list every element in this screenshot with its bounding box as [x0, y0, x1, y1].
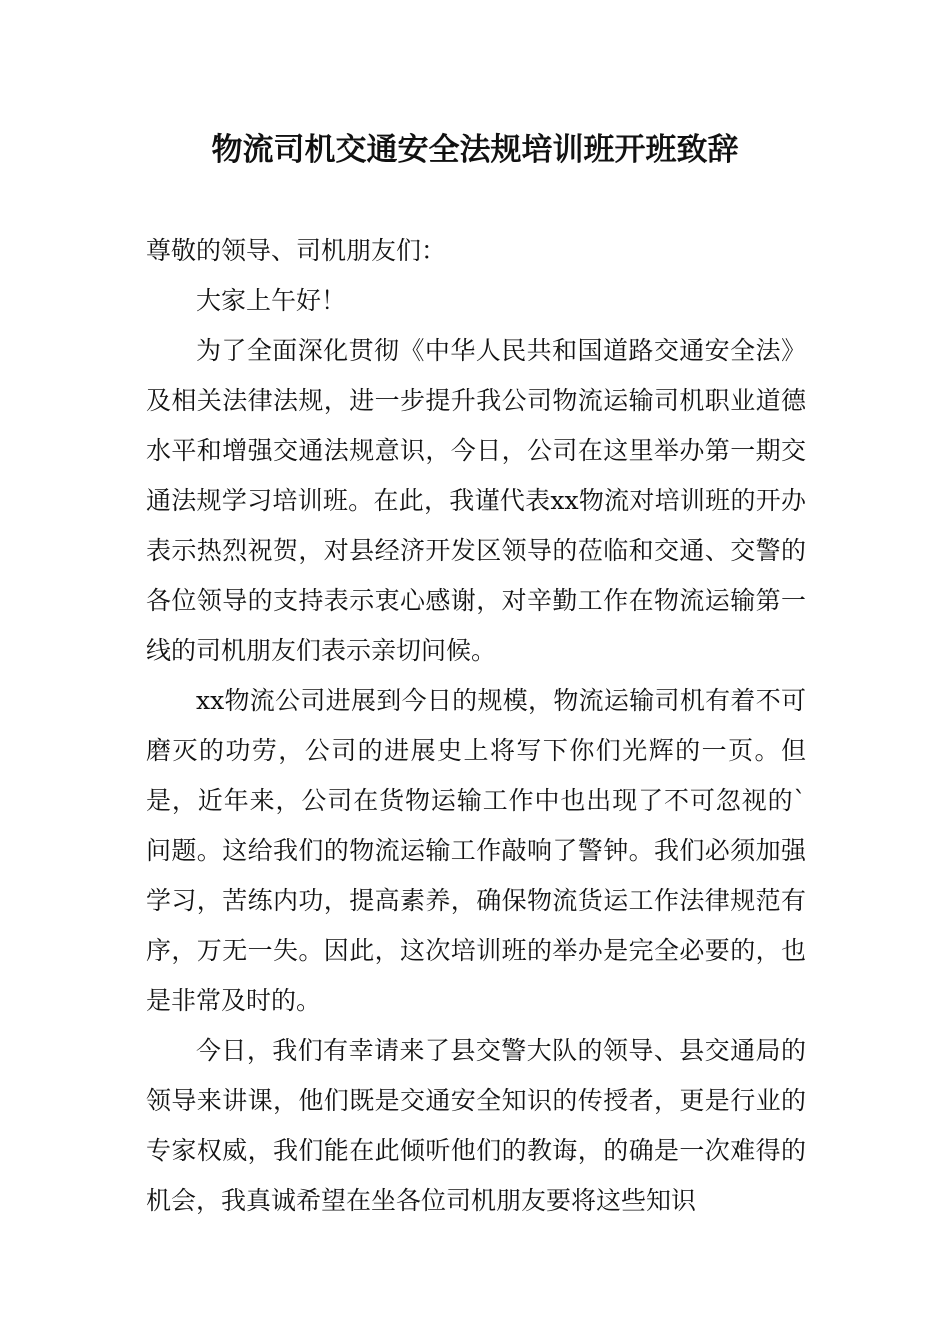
paragraph-1: 为了全面深化贯彻《中华人民共和国道路交通安全法》及相关法律法规，进一步提升我公司物流运输司机职业道德水平和增强交通法规意识，今日，公司在这里举办第一期交通法规学习培训班。在此，我谨代表xx物流对培训班的开办表示热烈祝贺，对县经济开发区领导的莅临和交通、交警的各位领导的支持表示衷心感谢，对辛勤工作在物流运输第一线的司机朋友们表示亲切问候。 [146, 336, 806, 665]
paragraph-2: xx物流公司进展到今日的规模，物流运输司机有着不可磨灭的功劳，公司的进展史上将写下你们光辉的一页。但是，近年来，公司在货物运输工作中也出现了不可忽视的`问题。这给我们的物流运输工作敲响了警钟。我们必须加强学习，苦练内功，提高素养，确保物流货运工作法律规范有序，万无一失。因此，这次培训班的举办是完全必要的，也是非常及时的。 [146, 686, 806, 1015]
salutation: 尊敬的领导、司机朋友们： [146, 236, 447, 265]
document-title: 物流司机交通安全法规培训班开班致辞 [211, 132, 739, 168]
document-body [146, 226, 806, 1226]
greeting: 大家上午好！ [196, 286, 347, 315]
paragraph-3: 今日，我们有幸请来了县交警大队的领导、县交通局的领导来讲课，他们既是交通安全知识的传授者，更是行业的专家权威，我们能在此倾听他们的教诲，的确是一次难得的机会，我真诚希望在坐各位司机朋友要将这些知识 [146, 1036, 806, 1215]
